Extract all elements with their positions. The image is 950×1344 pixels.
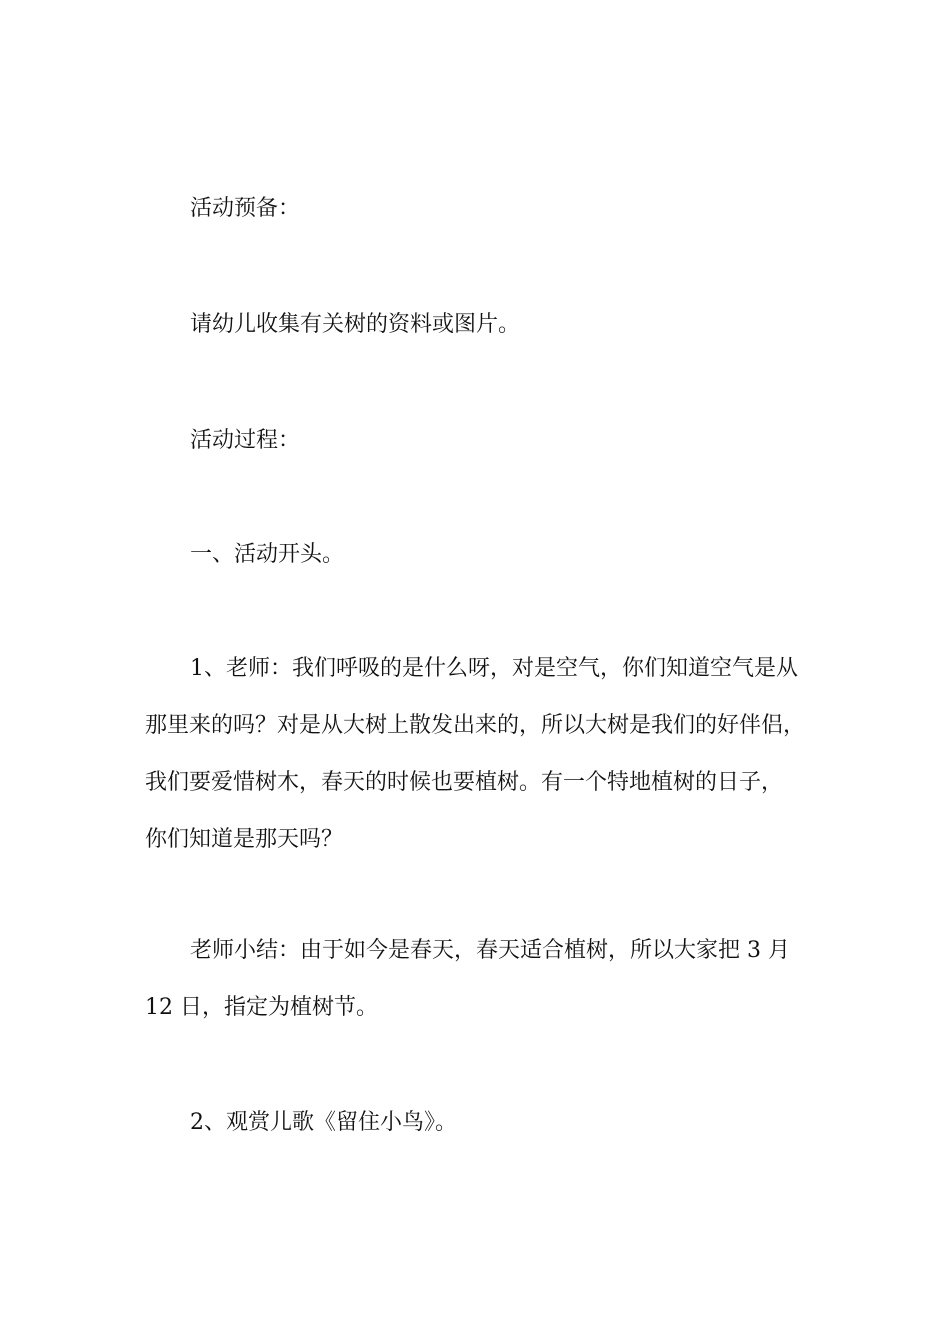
paragraph-activity-process [145, 412, 825, 469]
paragraph-teacher-question [145, 640, 825, 868]
paragraph-section-one-heading [145, 526, 825, 583]
paragraph-teacher-summary [145, 922, 825, 1036]
paragraph-line: 1、老师：我们呼吸的是什么呀，对是空气，你们知道空气是从 [190, 656, 798, 681]
paragraph-line: 我们要爱惜树木，春天的时候也要植树。有一个特地植树的日子， [145, 770, 784, 795]
paragraph-watch-song [145, 1094, 825, 1151]
paragraph-activity-preparation [145, 180, 825, 237]
paragraph-line: 12 日，指定为植树节。 [145, 995, 378, 1020]
paragraph-text: 请幼儿收集有关树的资料或图片。 [190, 312, 521, 337]
paragraph-text: 一、活动开头。 [190, 542, 345, 567]
paragraph-text: 活动过程： [190, 428, 301, 453]
paragraph-line: 老师小结：由于如今是春天，春天适合植树，所以大家把 3 月 [190, 938, 790, 963]
paragraph-text: 2、观赏儿歌《留住小鸟》。 [190, 1110, 457, 1135]
paragraph-text: 活动预备： [190, 196, 301, 221]
paragraph-preparation-detail [145, 296, 825, 353]
paragraph-line: 那里来的吗？对是从大树上散发出来的，所以大树是我们的好伴侣， [145, 713, 806, 738]
paragraph-line: 你们知道是那天吗？ [145, 827, 344, 852]
